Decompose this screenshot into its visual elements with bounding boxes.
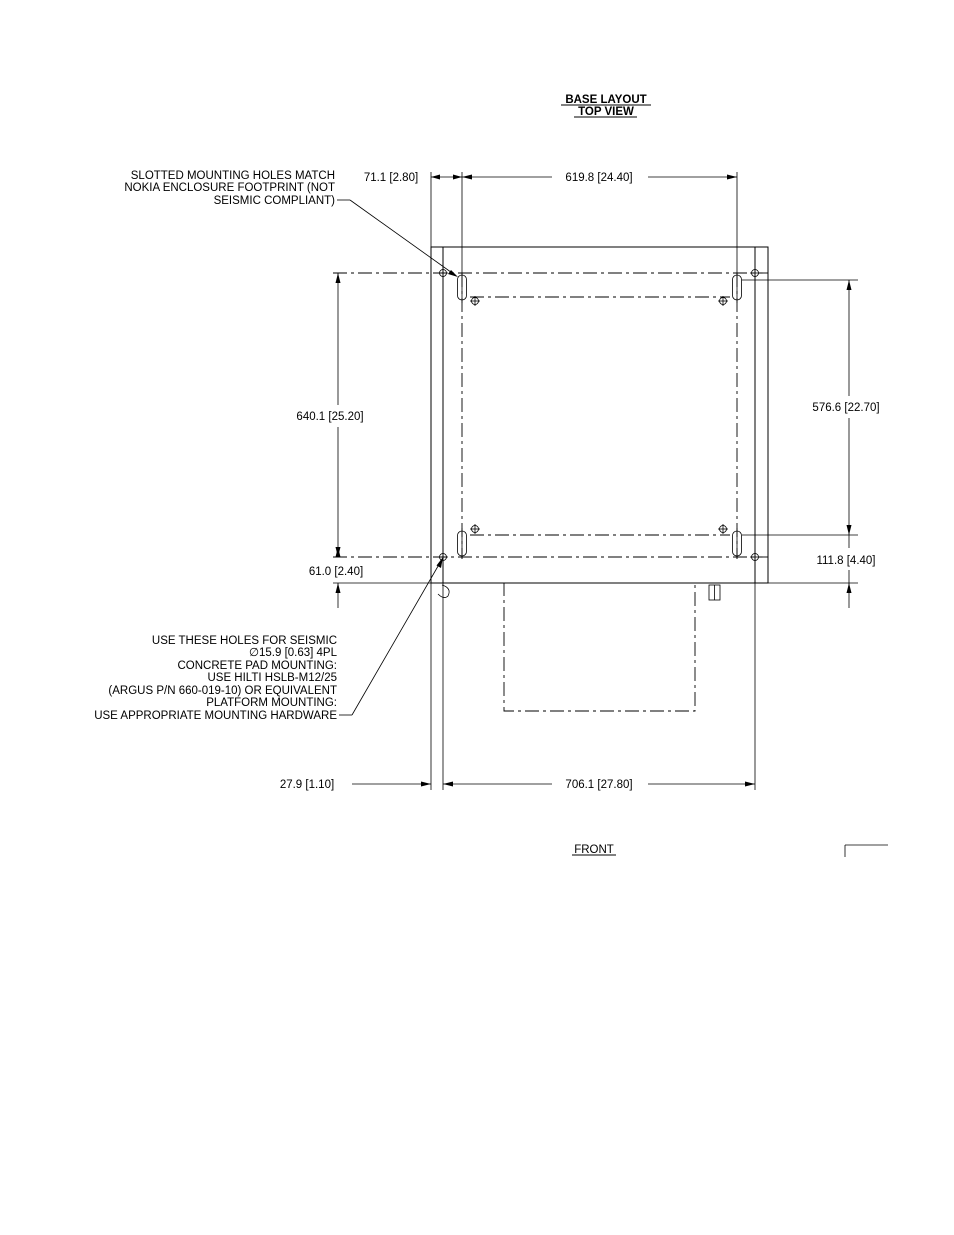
front-label: FRONT (574, 844, 614, 856)
inner-holes (470, 296, 728, 534)
hole-icon (718, 524, 728, 534)
note-seismic-line-2: ∅15.9 [0.63] 4PL (248, 647, 337, 659)
dim-61-0 (309, 547, 363, 608)
dim-27-9 (280, 779, 431, 791)
hole-icon (750, 552, 760, 562)
corner-mark (845, 845, 888, 857)
note-seismic-line-6: PLATFORM MOUNTING: (206, 697, 337, 709)
note-slotted-line-2: NOKIA ENCLOSURE FOOTPRINT (NOT (124, 182, 335, 194)
dim-576-6 (812, 280, 879, 535)
slot-icon (733, 528, 742, 559)
dim-706-1 (443, 779, 755, 791)
slot-icon (733, 272, 742, 303)
note-seismic-holes (94, 557, 443, 722)
dim-111-8-label: 111.8 [4.40] (816, 555, 876, 567)
dim-576-6-label: 576.6 [22.70] (812, 402, 880, 414)
seismic-mounting-holes (438, 268, 760, 562)
note-seismic-line-1: USE THESE HOLES FOR SEISMIC (151, 635, 337, 647)
dim-61-0-label: 61.0 [2.40] (308, 566, 364, 578)
front-attachments (438, 583, 720, 711)
dim-619-8 (462, 172, 737, 184)
note-slotted-line-3: SEISMIC COMPLIANT) (213, 195, 335, 207)
note-seismic-line-5: (ARGUS P/N 660-019-10) OR EQUIVALENT (108, 685, 337, 697)
dim-71-1 (364, 172, 462, 184)
hole-icon (438, 268, 448, 278)
slot-icon (458, 528, 467, 559)
title-top-view: TOP VIEW (578, 106, 634, 118)
dim-619-8-label: 619.8 [24.40] (565, 172, 633, 184)
hole-icon (470, 524, 480, 534)
front-label-group (572, 844, 616, 856)
dim-111-8 (816, 535, 875, 608)
hole-icon (470, 296, 480, 306)
dim-640-1 (296, 273, 363, 557)
title-base-layout: BASE LAYOUT (565, 94, 647, 106)
dim-640-1-label: 640.1 [25.20] (296, 411, 364, 423)
note-seismic-line-7: USE APPROPRIATE MOUNTING HARDWARE (94, 710, 337, 722)
dim-706-1-label: 706.1 [27.80] (565, 779, 633, 791)
front-cabinet-outline (504, 583, 695, 711)
front-cable-icon (438, 585, 449, 598)
extension-lines (333, 172, 858, 790)
dim-27-9-label: 27.9 [1.10] (279, 779, 335, 791)
note-seismic-line-3: CONCRETE PAD MOUNTING: (177, 660, 337, 672)
slotted-holes (458, 272, 742, 559)
title-block (561, 94, 651, 118)
slot-icon (458, 272, 467, 303)
hole-icon (750, 268, 760, 278)
hole-icon (718, 296, 728, 306)
note-slotted-holes (124, 170, 458, 277)
note-seismic-line-4: USE HILTI HSLB-M12/25 (207, 672, 337, 684)
note-slotted-line-1: SLOTTED MOUNTING HOLES MATCH (130, 170, 335, 182)
enclosure-footprint (333, 273, 768, 559)
dim-71-1-label: 71.1 [2.80] (363, 172, 419, 184)
